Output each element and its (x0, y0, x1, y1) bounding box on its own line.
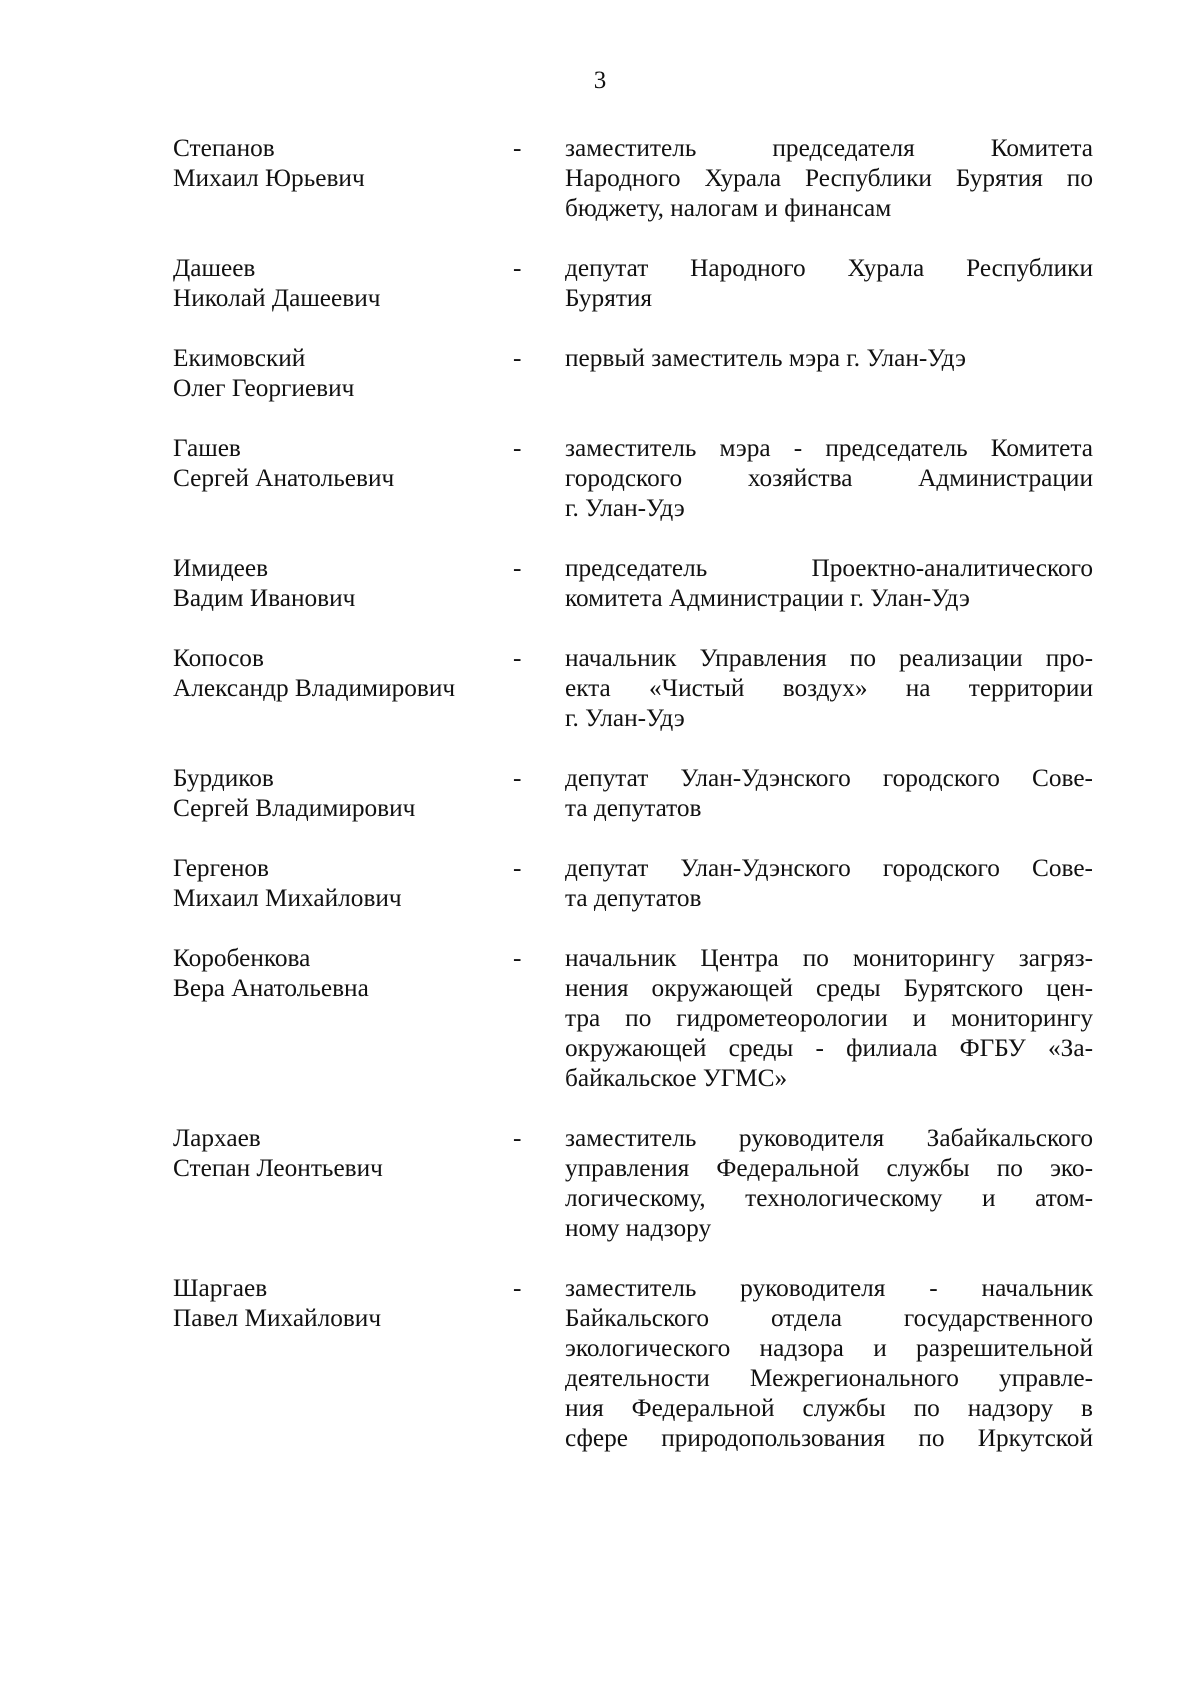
position-line: бюджету, налогам и финансам (565, 194, 892, 222)
position-line: депутат Улан-Удэнского городского Сове- (565, 854, 1093, 882)
member-surname: Гашев (173, 434, 241, 462)
position-line: заместитель мэра - председатель Комитета (565, 434, 1093, 462)
position-line: та депутатов (565, 794, 702, 822)
member-entry (0, 1273, 1200, 1453)
member-entry (0, 853, 1200, 913)
member-given-names: Александр Владимирович (173, 674, 456, 702)
member-surname: Степанов (173, 134, 275, 162)
member-name (173, 433, 513, 493)
position-line: заместитель председателя Комитета (565, 134, 1093, 162)
position-line: начальник Управления по реализации про- (565, 644, 1093, 672)
position-line: окружающей среды - филиала ФГБУ «За- (565, 1034, 1093, 1062)
dash-mark (513, 433, 521, 463)
member-list (0, 133, 1200, 1453)
dash-mark (513, 943, 521, 973)
member-entry (0, 553, 1200, 613)
member-given-names: Михаил Михайлович (173, 884, 402, 912)
member-position (565, 253, 1093, 313)
member-entry (0, 943, 1200, 1093)
position-line: г. Улан-Удэ (565, 494, 685, 522)
dash-mark (513, 133, 521, 163)
member-given-names: Вадим Иванович (173, 584, 356, 612)
member-name (173, 343, 513, 403)
member-position (565, 343, 1093, 373)
position-line: заместитель руководителя Забайкальского (565, 1124, 1093, 1152)
member-surname: Имидеев (173, 554, 269, 582)
member-position (565, 433, 1093, 523)
position-line: начальник Центра по мониторингу загряз- (565, 944, 1093, 972)
member-name (173, 553, 513, 613)
member-name (173, 1273, 513, 1333)
dash-mark (513, 253, 521, 283)
position-line: ному надзору (565, 1214, 712, 1242)
position-line: логическому, технологическому и атом- (565, 1184, 1093, 1212)
dash-mark (513, 853, 521, 883)
member-name (173, 253, 513, 313)
position-line: г. Улан-Удэ (565, 704, 685, 732)
member-position (565, 643, 1093, 733)
member-entry (0, 253, 1200, 313)
page-number: 3 (593, 67, 607, 94)
member-name (173, 763, 513, 823)
member-entry (0, 133, 1200, 223)
dash-mark (513, 553, 521, 583)
position-line: экологического надзора и разрешительной (565, 1334, 1093, 1362)
member-name (173, 853, 513, 913)
position-line: председатель Проектно-аналитического (565, 554, 1093, 582)
member-position (565, 853, 1093, 913)
member-entry (0, 1123, 1200, 1243)
member-name (173, 943, 513, 1003)
member-entry (0, 343, 1200, 403)
dash-mark (513, 343, 521, 373)
position-line: комитета Администрации г. Улан-Удэ (565, 584, 970, 612)
position-line: деятельности Межрегионального управле- (565, 1364, 1093, 1392)
position-line: Народного Хурала Республики Бурятия по (565, 164, 1093, 192)
member-surname: Екимовский (173, 344, 306, 372)
member-surname: Коробенкова (173, 944, 311, 972)
member-given-names: Михаил Юрьевич (173, 164, 365, 192)
member-position (565, 133, 1093, 223)
member-given-names: Вера Анатольевна (173, 974, 369, 1002)
member-surname: Дашеев (173, 254, 256, 282)
member-given-names: Павел Михайлович (173, 1304, 382, 1332)
position-line: первый заместитель мэра г. Улан-Удэ (565, 344, 967, 372)
member-position (565, 1123, 1093, 1243)
member-name (173, 643, 513, 703)
position-line: нения окружающей среды Бурятского цен- (565, 974, 1093, 1002)
member-entry (0, 433, 1200, 523)
member-entry (0, 763, 1200, 823)
member-given-names: Сергей Анатольевич (173, 464, 395, 492)
member-position (565, 763, 1093, 823)
position-line: сфере природопользования по Иркутской (565, 1424, 1093, 1452)
member-position (565, 1273, 1093, 1453)
member-given-names: Степан Леонтьевич (173, 1154, 383, 1182)
member-given-names: Олег Георгиевич (173, 374, 355, 402)
position-line: тра по гидрометеорологии и мониторингу (565, 1004, 1093, 1032)
member-given-names: Сергей Владимирович (173, 794, 416, 822)
member-given-names: Николай Дашеевич (173, 284, 381, 312)
member-position (565, 553, 1093, 613)
position-line: ния Федеральной службы по надзору в (565, 1394, 1093, 1422)
member-surname: Бурдиков (173, 764, 274, 792)
position-line: депутат Улан-Удэнского городского Сове- (565, 764, 1093, 792)
position-line: заместитель руководителя - начальник (565, 1274, 1093, 1302)
member-name (173, 133, 513, 193)
member-entry (0, 643, 1200, 733)
position-line: екта «Чистый воздух» на территории (565, 674, 1093, 702)
member-surname: Шаргаев (173, 1274, 268, 1302)
position-line: управления Федеральной службы по эко- (565, 1154, 1093, 1182)
member-position (565, 943, 1093, 1093)
member-name (173, 1123, 513, 1183)
dash-mark (513, 763, 521, 793)
member-surname: Копосов (173, 644, 264, 672)
member-surname: Лархаев (173, 1124, 261, 1152)
position-line: Бурятия (565, 284, 653, 312)
position-line: байкальское УГМС» (565, 1064, 788, 1092)
position-line: та депутатов (565, 884, 702, 912)
dash-mark (513, 1273, 521, 1303)
dash-mark (513, 643, 521, 673)
position-line: Байкальского отдела государственного (565, 1304, 1093, 1332)
dash-mark (513, 1123, 521, 1153)
member-surname: Гергенов (173, 854, 269, 882)
position-line: депутат Народного Хурала Республики (565, 254, 1093, 282)
position-line: городского хозяйства Администрации (565, 464, 1093, 492)
